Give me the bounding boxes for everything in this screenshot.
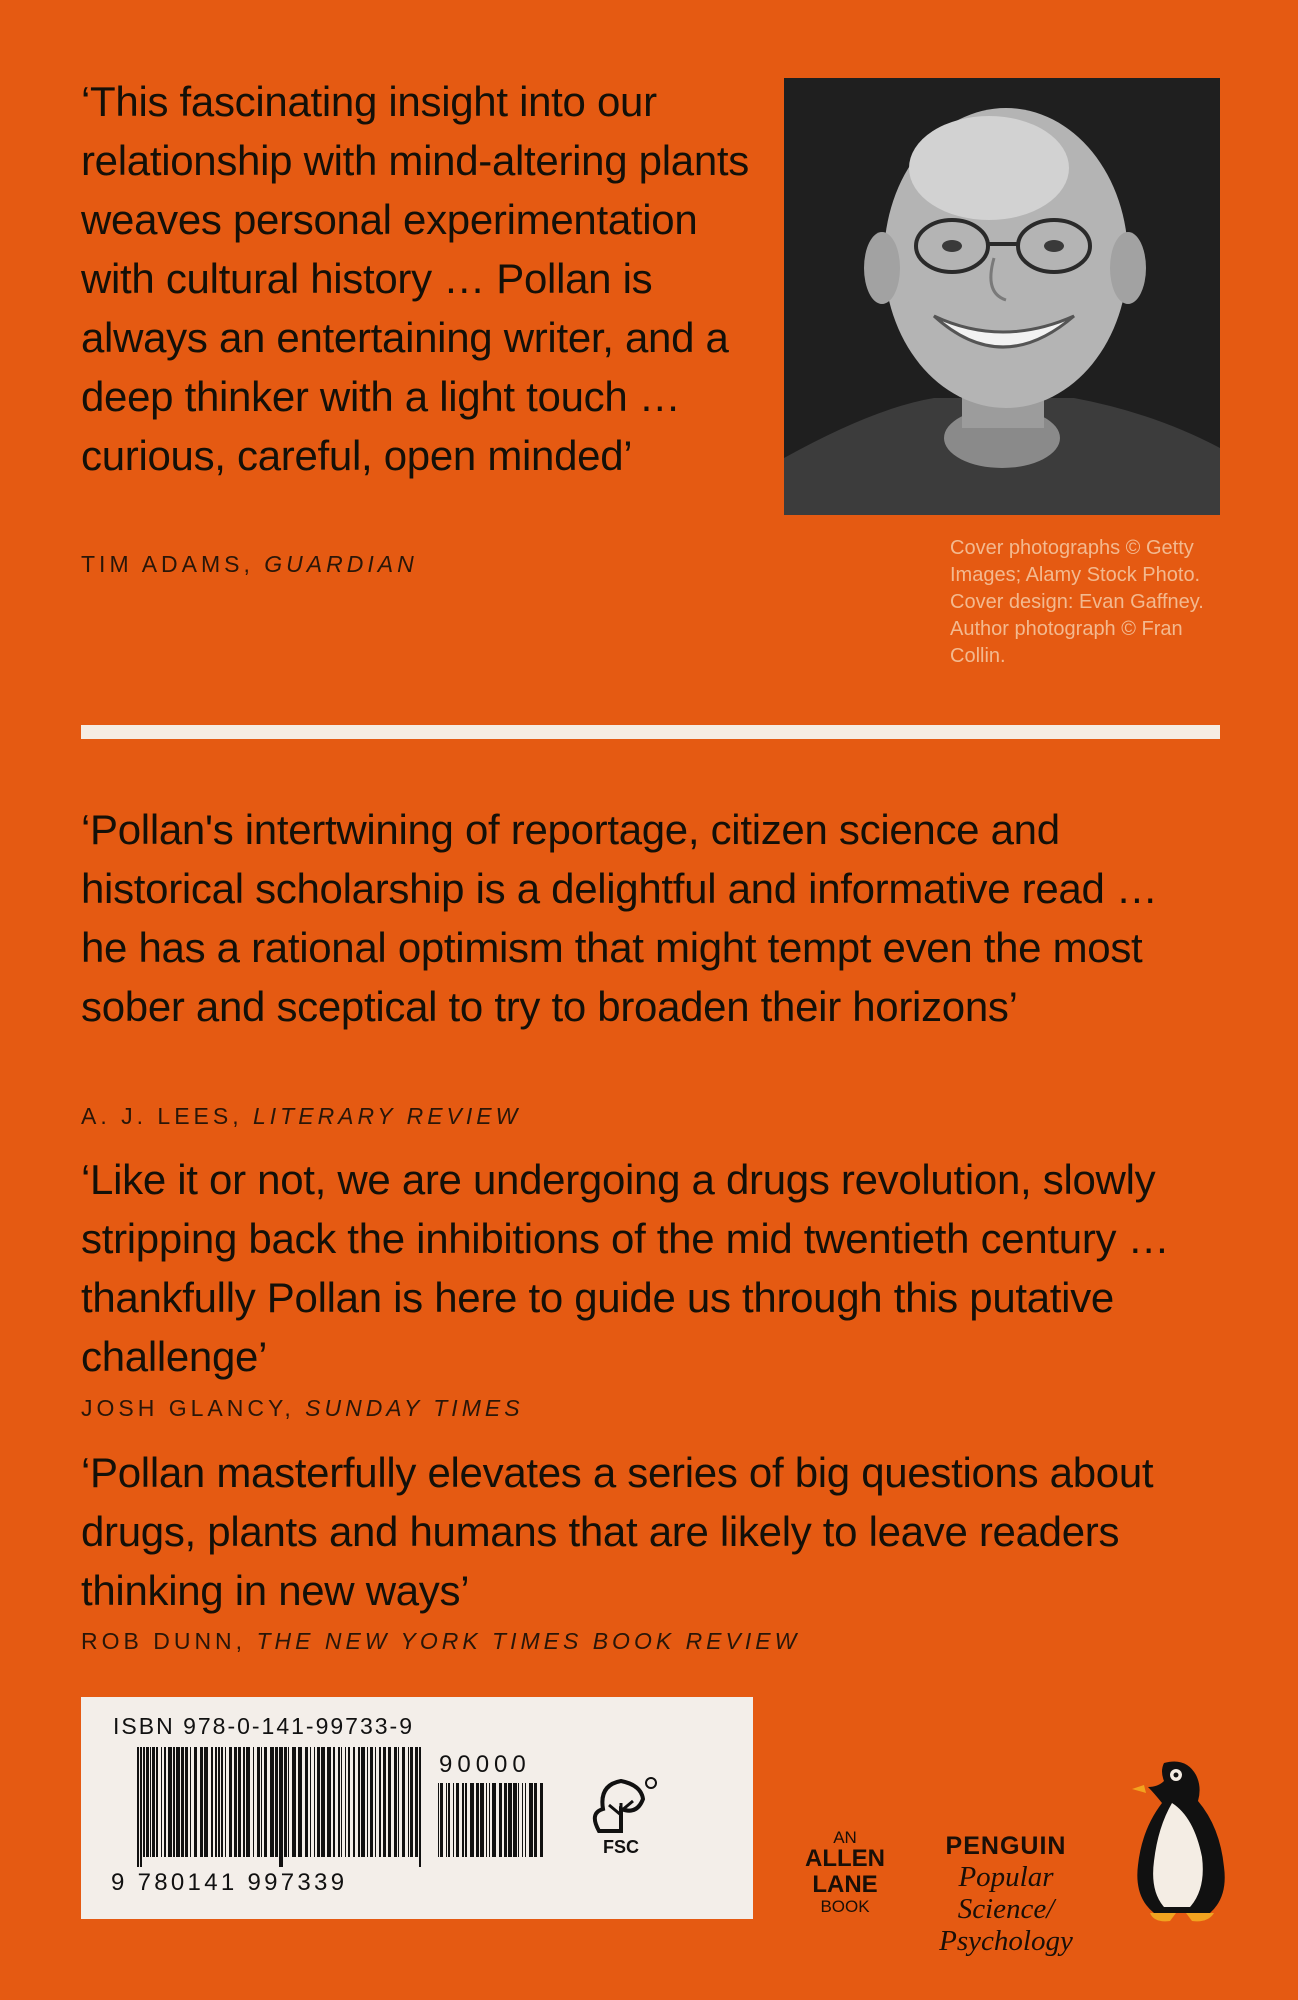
publisher-label	[908, 1832, 1104, 1957]
barcode-bar	[221, 1747, 223, 1857]
barcode-bar	[345, 1747, 346, 1857]
barcode-bar	[284, 1747, 287, 1857]
barcode-bar	[176, 1747, 180, 1857]
attribution-author: TIM ADAMS,	[81, 551, 254, 577]
barcode-bar	[181, 1747, 184, 1857]
barcode-bar	[238, 1747, 241, 1857]
barcode-bar	[288, 1747, 289, 1857]
attribution-tim-adams	[81, 551, 418, 578]
barcode-bar	[338, 1747, 340, 1857]
barcode-bar	[341, 1747, 342, 1857]
barcode-bar	[275, 1747, 278, 1857]
barcode-bar	[310, 1747, 311, 1857]
barcode-bar	[383, 1747, 386, 1857]
barcode-bar	[146, 1747, 149, 1857]
barcode-bar	[448, 1783, 450, 1857]
attribution-author: JOSH GLANCY,	[81, 1395, 295, 1421]
cover-credits: Cover photographs © Getty Images; Alamy Stock Photo. Cover design: Evan Gaffney. Author photograph © Fran Collin.	[950, 537, 1204, 667]
isbn-number: ISBN 978-0-141-99733-9	[113, 1713, 414, 1739]
imprint-lane: LANE	[812, 1871, 878, 1898]
barcode-bar	[375, 1747, 376, 1857]
barcode-bar	[225, 1747, 226, 1857]
barcode-bar	[327, 1747, 331, 1857]
barcode-bar	[190, 1747, 191, 1857]
imprint-book: BOOK	[820, 1897, 870, 1916]
barcode-bar	[398, 1747, 399, 1857]
barcode-bar	[529, 1783, 533, 1857]
attribution-rob-dunn	[81, 1628, 800, 1655]
barcode-bar	[161, 1747, 162, 1857]
barcode-bar	[333, 1747, 335, 1857]
barcode-bar	[438, 1783, 439, 1857]
barcode-bar	[173, 1747, 175, 1857]
barcode-bar	[298, 1747, 302, 1857]
barcode-bar	[358, 1747, 360, 1857]
barcode-bar	[253, 1747, 254, 1857]
barcode-bar	[156, 1747, 158, 1857]
barcode-panel	[81, 1697, 753, 1919]
attribution-source: GUARDIAN	[264, 551, 418, 577]
barcode-bar	[394, 1747, 397, 1857]
barcode-bar	[518, 1783, 519, 1857]
quote-rob-dunn: ‘Pollan masterfully elevates a series of big questions about drugs, plants and humans that are likely to leave readers thinking in new ways’	[81, 1449, 1154, 1614]
barcode-bar	[367, 1747, 368, 1857]
barcode-bar	[513, 1783, 517, 1857]
barcode-bar	[470, 1783, 474, 1857]
barcode-bar	[261, 1747, 262, 1857]
barcode-bar	[446, 1783, 447, 1857]
attribution-aj-lees	[81, 1103, 521, 1130]
attribution-source: THE NEW YORK TIMES BOOK REVIEW	[256, 1628, 801, 1654]
barcode-bar	[279, 1747, 283, 1867]
barcode-bar	[152, 1747, 155, 1857]
barcode-bar	[194, 1747, 197, 1857]
barcode-bar	[234, 1747, 237, 1857]
barcode-bar	[305, 1747, 308, 1857]
barcode-bar	[440, 1783, 443, 1857]
barcode-bar	[410, 1747, 413, 1857]
author-photo	[784, 78, 1220, 515]
author-portrait-image	[784, 78, 1220, 515]
attribution-source: LITERARY REVIEW	[253, 1103, 522, 1129]
barcode-bar	[492, 1783, 496, 1857]
ean-barcode	[137, 1747, 423, 1867]
quote-aj-lees: ‘Pollan's intertwining of reportage, citizen science and historical scholarship is a delightful and informative read … he has a rational optimism that might tempt even the most sober and sceptical to try to broaden their horizons’	[81, 806, 1158, 1030]
barcode-bar	[150, 1747, 151, 1857]
barcode-bar	[164, 1747, 166, 1857]
barcode-bar	[504, 1783, 507, 1857]
barcode-bar	[499, 1783, 502, 1857]
attribution-author: ROB DUNN,	[81, 1628, 247, 1654]
barcode-bar	[388, 1747, 391, 1857]
price-code: 90000	[439, 1751, 531, 1778]
barcode-bar	[270, 1747, 274, 1857]
barcode-bar	[402, 1747, 405, 1857]
barcode-bar	[408, 1747, 409, 1857]
barcode-bar	[200, 1747, 203, 1857]
barcode-bar	[480, 1783, 484, 1857]
barcode-bar	[489, 1783, 490, 1857]
barcode-bar	[370, 1747, 373, 1857]
barcode-bar	[453, 1783, 454, 1857]
imprint-an: AN	[833, 1828, 857, 1847]
barcode-bar	[379, 1747, 381, 1857]
barcode-bar	[264, 1747, 267, 1857]
quote-josh-glancy: ‘Like it or not, we are undergoing a drugs revolution, slowly stripping back the inhibitions of the mid twentieth century … thankfully Pollan is here to guide us through this putative challenge’	[81, 1156, 1170, 1380]
barcode-bar	[168, 1747, 172, 1857]
section-divider	[81, 725, 1220, 739]
fsc-tree-icon	[581, 1775, 661, 1839]
imprint-allen: ALLEN	[805, 1845, 885, 1872]
publisher-name: PENGUIN	[945, 1832, 1067, 1860]
barcode-bar	[229, 1747, 232, 1857]
barcode-bar	[218, 1747, 220, 1857]
barcode-bar	[476, 1783, 479, 1857]
barcode-bar	[140, 1747, 142, 1867]
barcode-bar	[525, 1783, 526, 1857]
barcode-bar	[321, 1747, 325, 1857]
fsc-label: FSC	[603, 1837, 639, 1857]
quote-tim-adams: ‘This fascinating insight into our relationship with mind-altering plants weaves personal experimentation with cultural history … Pollan is always an entertaining writer, and a deep thinker with a light touch … curious, careful, open minded’	[81, 78, 749, 479]
barcode-bar	[508, 1783, 512, 1857]
barcode-bar	[143, 1747, 145, 1857]
barcode-bar	[348, 1747, 350, 1857]
attribution-source: SUNDAY TIMES	[305, 1395, 524, 1421]
barcode-bar	[137, 1747, 139, 1867]
barcode-bar	[361, 1747, 365, 1857]
barcode-bar	[465, 1783, 467, 1857]
barcode-bar	[486, 1783, 487, 1857]
attribution-author: A. J. LEES,	[81, 1103, 243, 1129]
barcode-bar	[415, 1747, 418, 1857]
barcode-bar	[246, 1747, 250, 1857]
attribution-josh-glancy	[81, 1395, 524, 1422]
ean-digits: 9 780141 997339	[111, 1869, 348, 1896]
barcode-bar	[353, 1747, 355, 1857]
barcode-bar	[314, 1747, 315, 1857]
barcode-bar	[204, 1747, 208, 1857]
barcode-bar	[456, 1783, 459, 1857]
barcode-bar	[462, 1783, 464, 1857]
barcode-bar	[419, 1747, 421, 1867]
category-line-2: Psychology	[939, 1925, 1073, 1957]
barcode-bar	[522, 1783, 523, 1857]
addon-barcode	[438, 1783, 548, 1867]
allen-lane-logo	[795, 1829, 895, 1915]
barcode-bar	[215, 1747, 217, 1857]
barcode-bar	[534, 1783, 537, 1857]
barcode-bar	[211, 1747, 213, 1857]
barcode-bar	[243, 1747, 245, 1857]
barcode-bar	[292, 1747, 296, 1857]
barcode-bar	[185, 1747, 188, 1857]
barcode-bar	[257, 1747, 260, 1857]
penguin-logo-icon	[1124, 1757, 1236, 1925]
barcode-bar	[317, 1747, 320, 1857]
category-line-1: Popular Science/	[957, 1861, 1055, 1925]
barcode-bar	[540, 1783, 543, 1857]
